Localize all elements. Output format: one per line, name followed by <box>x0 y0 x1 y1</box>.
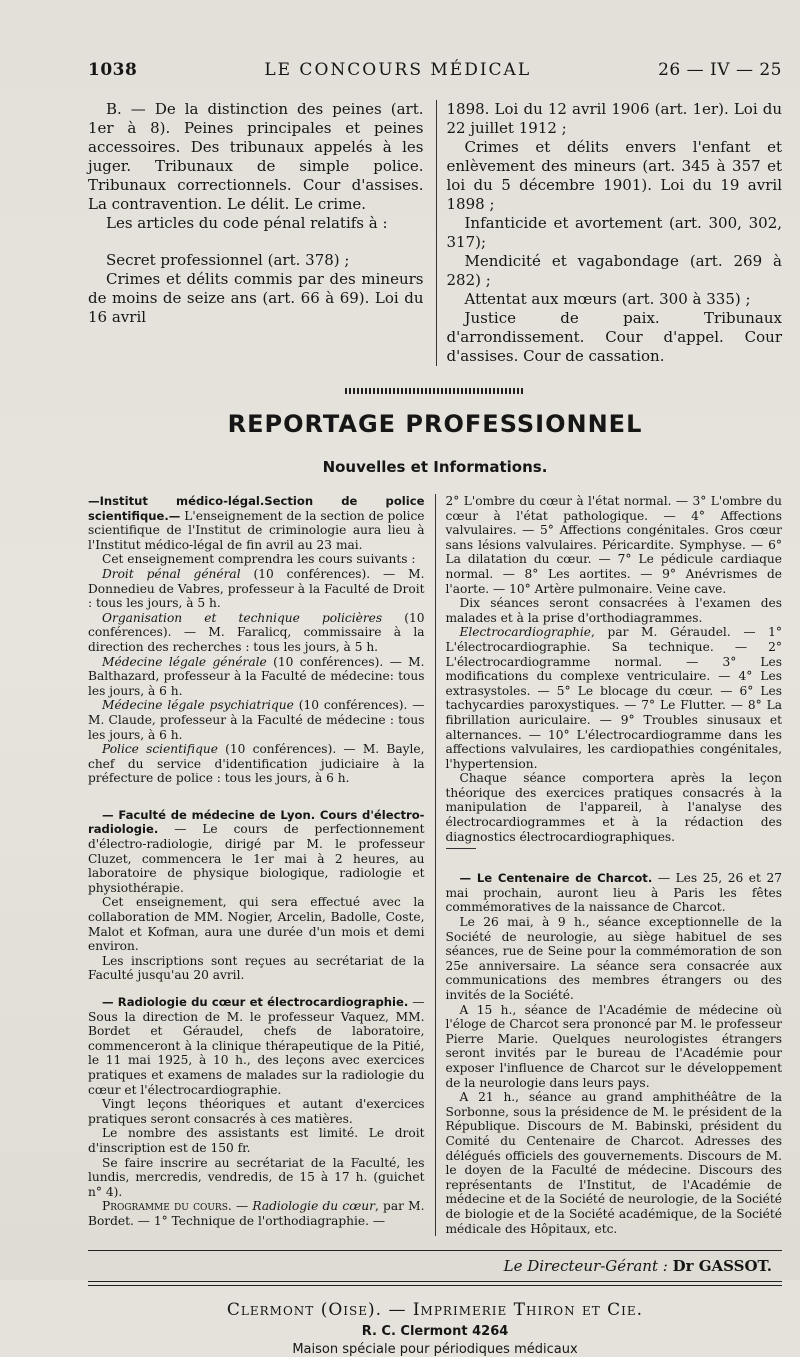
paragraph: Justice de paix. Tribunaux d'arrondissement. Cour d'appel. Cour d'assises. Cour de cassation. <box>446 309 782 365</box>
paragraph: Le 26 mai, à 9 h., séance exceptionnelle de la Société de neurologie, au siège habituel de ses séances, rue de Seine pour la commémoration de son 25e anniversaire. La séance sera consacrée aux communications des membres étrangers ou des invités de la Société. <box>445 915 782 1002</box>
paragraph: B. — De la distinction des peines (art. 1er à 8). Peines principales et peines accessoires. Des tribunaux appelés à les juger. Tribunaux de simple police. Tribunaux correctionnels. Cour d'assises. La contravention. Le délit. Le crime. <box>88 100 424 213</box>
paragraph: Crimes et délits commis par des mineurs de moins de seize ans (art. 66 à 69). Loi du 16 avril <box>88 270 424 326</box>
paragraph: Le nombre des assistants est limité. Le droit d'inscription est de 150 fr. <box>88 1126 425 1155</box>
course-item: Droit pénal général (10 conférences). — M. Donnedieu de Vabres, professeur à la Faculté de Droit : tous les jours, à 5 h. <box>88 566 425 611</box>
paragraph: 2° L'ombre du cœur à l'état normal. — 3° L'ombre du cœur à l'état pathologique. — 4° Affections valvulaires. — 5° Affections congénitales. Gros cœur sans lésions valvulaires. Péricardite. Symphyse. — 6° La dilatation du cœur. — 7° Le pédicule cardiaque normal. — 8° Les aortites. — 9° Anévrismes de l'aorte. — 10° Artère pulmonaire. Veine cave. <box>445 494 782 596</box>
news-columns <box>88 494 782 1236</box>
news-item-institut: —Institut médico-légal.Section de police scientifique.— L'enseignement de la section de police scientifique de l'Institut de criminologie aura lieu à l'Institut médico-légal de fin avril au 23 mai. <box>88 494 425 552</box>
specialty-line: Maison spéciale pour périodiques médicaux <box>292 1342 578 1357</box>
ornament-divider <box>345 388 525 394</box>
course-item: Organisation et technique policières (10 conférences). — M. Faralicq, commissaire à la direction des recherches : tous les jours, à 5 h. <box>88 610 425 654</box>
double-rule <box>88 1281 782 1286</box>
paragraph: Se faire inscrire au secrétariat de la Faculté, les lundis, mercredis, vendredis, de 15 à 17 h. (guichet n° 4). <box>88 1155 425 1199</box>
paragraph: Chaque séance comportera après la leçon théorique des exercices pratiques consacrés à la manipulation de l'appareil, à l'analyse des électrocardiogrammes et à la rédaction des diagnostics électrocardiographiques. <box>445 771 782 844</box>
course-item: Police scientifique (10 conférences). — M. Bayle, chef du service d'identification judiciaire à la préfecture de police : tous les jours, à 6 h. <box>88 742 425 786</box>
issue-date: 26 — IV — 25 <box>658 60 782 80</box>
section-title: REPORTAGE PROFESSIONNEL <box>227 410 643 438</box>
printer-imprint <box>88 1300 782 1357</box>
signature: Le Directeur-Gérant : Dr GASSOT. <box>503 1257 772 1276</box>
paragraph: Les inscriptions sont reçues au secrétariat de la Faculté jusqu'au 20 avril. <box>88 953 425 983</box>
paragraph: Vingt leçons théoriques et autant d'exercices pratiques seront consacrés à ces matières. <box>88 1097 425 1126</box>
news-heading: —Institut médico-légal.Section de police scientifique.— <box>88 494 425 523</box>
paragraph: Mendicité et vagabondage (art. 269 à 282) ; <box>446 252 782 289</box>
running-header <box>88 60 782 88</box>
printer-line: Clermont (Oise). — Imprimerie Thiron et Cie. <box>226 1300 644 1321</box>
paragraph: Cet enseignement, qui sera effectué avec la collaboration de MM. Nogier, Arcelin, Badolle, Coste, Malot et Kofman, aura une durée d'un mois et demi environ. <box>88 895 425 954</box>
news-heading: — Le Centenaire de Charcot. <box>459 871 653 886</box>
news-item-radiologie: — Radiologie du cœur et électrocardiographie. — Sous la direction de M. le professeur Vaquez, MM. Bordet et Géraudel, chefs de laboratoire, commenceront à la clinique thérapeutique de la Pitié, le 11 mai 1925, à 10 h., des leçons avec exercices pratiques et examens de malades sur la radiologie du cœur et l'électrocardiographie. <box>88 995 425 1097</box>
footer-rule <box>88 1250 782 1251</box>
journal-title: LE CONCOURS MÉDICAL <box>264 60 532 80</box>
paragraph: 1898. Loi du 12 avril 1906 (art. 1er). Loi du 22 juillet 1912 ; <box>446 100 782 137</box>
news-heading: — Radiologie du cœur et électrocardiographie. <box>102 995 409 1009</box>
continued-article <box>88 100 782 366</box>
continued-right-column <box>437 100 783 366</box>
news-item-lyon: — Faculté de médecine de Lyon. Cours d'électro-radiologie. — Le cours de perfectionnement d'électro-radiologie, dirigé par M. le professeur Cluzet, commencera le 1er mai à 2 heures, au laboratoire de physique biologique, radiologie et physiothérapie. <box>88 807 425 895</box>
news-right-column <box>436 494 783 1236</box>
course-item: Médecine légale générale (10 conférences). — M. Balthazard, professeur à la Faculté de médecine: tous les jours, à 6 h. <box>88 654 425 698</box>
continued-left-column <box>88 100 437 366</box>
paragraph: A 21 h., séance au grand amphithéâtre de la Sorbonne, sous la présidence de M. le président de la République. Discours de M. Babinski, président du Comité du Centenaire de Charcot. Adresses des délégués officiels des gouvernements. Discours de M. le doyen de la Faculté de médecine. Discours des représentants de l'Institut, de l'Académie de médecine et de la Société de neurologie, de la Société de biologie et de la Société académique, de la Société médicale des Hôpitaux, etc. <box>445 1090 782 1236</box>
paragraph: Secret professionnel (art. 378) ; <box>106 251 350 269</box>
news-heading: — Faculté de médecine de Lyon. Cours d'électro-radiologie. <box>88 807 425 837</box>
paragraph: Cet enseignement comprendra les cours suivants : <box>102 552 416 567</box>
paragraph: Crimes et délits envers l'enfant et enlèvement des mineurs (art. 345 à 357 et loi du 5 décembre 1901). Loi du 19 avril 1898 ; <box>446 138 782 213</box>
paragraph: Attentat aux mœurs (art. 300 à 335) ; <box>464 290 751 308</box>
paragraph: Les articles du code pénal relatifs à : <box>106 214 388 232</box>
paragraph: A 15 h., séance de l'Académie de médecine où l'éloge de Charcot sera prononcé par M. le professeur Pierre Marie. Quelques neurologistes étrangers seront invités par le bureau de l'Académie pour exposer l'influence de Charcot sur le développement de la neurologie dans leurs pays. <box>445 1002 782 1090</box>
course-item: Médecine légale psychiatrique (10 conférences). — M. Claude, professeur à la Faculté de médecine : tous les jours, à 6 h. <box>88 698 425 742</box>
ecg-paragraph: Electrocardiographie, par M. Géraudel. — 1° L'électrocardiographie. Sa technique. — 2° L'électrocardiogramme normal. — 3° Les modifications du complexe ventriculaire. — 4° Les extrasystoles. — 5° Le blocage du cœur. — 6° Les tachycardies paroxystiques. — 7° Le Flutter. — 8° La fibrillation auriculaire. — 9° Troubles sinusaux et alternances. — 10° L'électrocardiogramme dans les affections valvulaires, les cardiopathies congénitales, l'hypertension. <box>445 625 782 771</box>
section-subtitle: Nouvelles et Informations. <box>322 458 548 476</box>
page-number: 1038 <box>88 60 138 80</box>
program-paragraph: Programme du cours. — Radiologie du cœur, par M. Bordet. — 1° Technique de l'orthodiagraphie. — <box>88 1199 425 1228</box>
news-item-charcot: — Le Centenaire de Charcot. — Les 25, 26 et 27 mai prochain, auront lieu à Paris les fêtes commémoratives de la naissance de Charcot. <box>445 871 782 915</box>
registry-line: R. C. Clermont 4264 <box>361 1324 509 1340</box>
short-rule <box>446 848 476 849</box>
paragraph: Infanticide et avortement (art. 300, 302, 317); <box>446 214 782 251</box>
news-left-column <box>88 494 436 1236</box>
paragraph: Dix séances seront consacrées à l'examen des malades et à la prise d'orthodiagrammes. <box>445 596 782 625</box>
